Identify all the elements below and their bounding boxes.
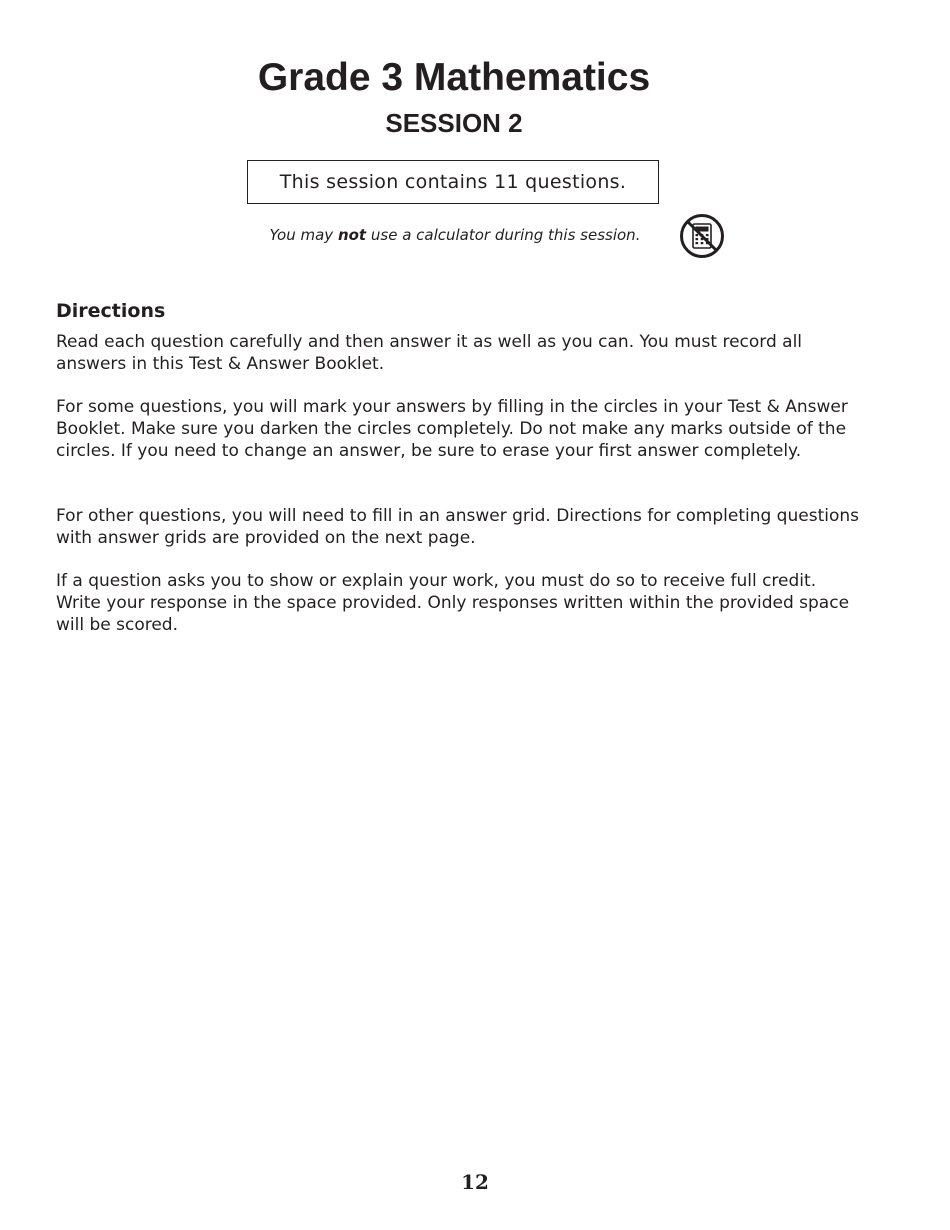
question-count-box: This session contains 11 questions. (247, 160, 659, 204)
calculator-note (230, 222, 680, 248)
directions-paragraph: For other questions, you will need to fill in an answer grid. Directions for completing questions with answer grids are provided on the next page. (56, 506, 859, 548)
directions-paragraph: Read each question carefully and then answer it as well as you can. You must record all answers in this Test & Answer Booklet. (56, 332, 803, 374)
session-label: SESSION 2 (385, 108, 523, 138)
directions-paragraph: If a question asks you to show or explain your work, you must do so to receive full credit. Write your response in the space provided. Only responses written within the provided space will be scored. (56, 571, 850, 635)
calculator-note-after: use a calculator during this session. (366, 226, 641, 244)
directions-paragraph: For some questions, you will mark your answers by filling in the circles in your Test & Answer Booklet. Make sure you darken the circles completely. Do not make any marks outside of the circles. If you need to change an answer, be sure to erase your first answer completely. (56, 397, 848, 461)
calculator-note-emphasis: not (337, 226, 367, 244)
calculator-note-before: You may (269, 226, 338, 244)
directions-heading: Directions (56, 300, 166, 322)
page-title: Grade 3 Mathematics (257, 56, 651, 99)
page-number: 12 (461, 1170, 489, 1194)
no-calculator-icon (679, 213, 725, 259)
